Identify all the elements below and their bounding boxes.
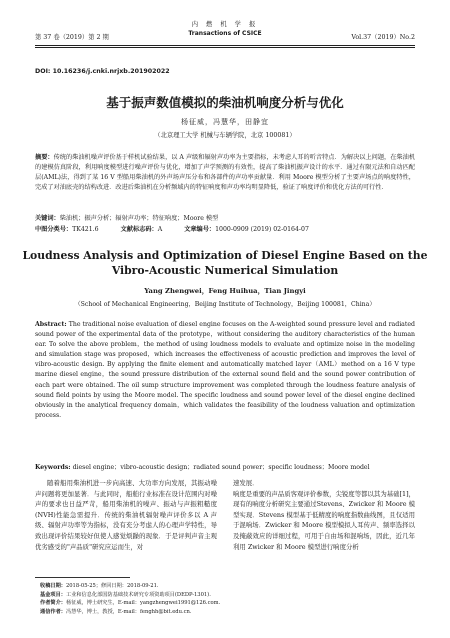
footnote-rule <box>35 577 130 578</box>
clc-number: 中图分类号：TK421.6 <box>35 226 99 233</box>
keywords-cn-text: 柴油机；振声分析；辐射声功率；特征响度；Moore 模型 <box>59 215 219 222</box>
footnote-received: 收稿日期：2018-05-25；修回日期：2018-09-21. <box>40 583 159 589</box>
title-en-line1: Loudness Analysis and Optimization of Diesel Engine Based on the <box>22 249 428 262</box>
footnote-funding: 基金项目：工业和信息化部国防基础技术研究专项资助项目(DEDP-1301). <box>40 591 211 598</box>
keywords-en-label: Keywords: <box>35 464 71 471</box>
abstract-en <box>35 320 415 421</box>
abstract-cn <box>35 153 415 193</box>
keywords-cn-label: 关键词： <box>35 215 60 222</box>
header-rule-thin <box>35 47 415 48</box>
abstract-en-text: The traditional noise evaluation of diesel engine focuses on the A-weighted sound pressure level and radiated sound power of the experimental data of the prototype，without considering the auditory characteristics of the human ear. To solve the above problem，the method of using loudness models to evaluate and optimize noise in the modeling and simulation stage was proposed，which increases the effectiveness of acoustic prediction and improves the level of vibro-acoustic design. By applying the finite element and automatically matched layer（AML）method on a 16 V type marine diesel engine，the sound pressure distribution of the external sound field and the sound power contribution of each part were obtained. The oil sump structure improvement was completed through the loudness feature analysis of sound field points by using the Moore model. The specific loudness and sound power level of the diesel engine declined obviously in the analytical frequency domain，which validates the feasibility of the loudness valuation and optimization process. <box>35 321 415 419</box>
journal-name-en: Transactions of CSICE <box>188 30 262 37</box>
body-column-left: 随着船用柴油机进一步向高速、大功率方向发展，其振动噪声问题将更加显著．与此同时，船舶行业标准在设计范围内对噪声的要求也日益严苛，船用柴油机的噪声、振动与声振粗糙度(NVH)性能急需提升．传统的柴油机辐射噪声评价多以 A 声级、辐射声功率等为指标，没有充分考虑人的心理声学特性，导致出现评价结果较好但使人感觉烦躁的现象．于是评判声音主观优劣感受的"声品质"研究应运而生，对 <box>35 479 217 551</box>
doi: DOI: 10.16236/j.cnki.nrjxb.201902022 <box>35 68 170 75</box>
header-rule <box>35 45 415 46</box>
title-cn: 基于振声数值模拟的柴油机响度分析与优化 <box>106 95 344 110</box>
title-en-line2: Vibro-Acoustic Numerical Simulation <box>111 264 339 277</box>
journal-header <box>35 10 415 50</box>
keywords-en <box>35 462 415 471</box>
affiliation-cn: （北京理工大学 机械与车辆学院，北京 100081） <box>154 132 296 139</box>
volume-issue-en: Vol.37（2019）No.2 <box>351 34 415 41</box>
keywords-en-text: diesel engine；vibro-acoustic design；radiated sound power；specific loudness；Moore model <box>72 464 370 471</box>
body-column-right: 速发展． 响度是重要的声品质客观评价参数，尖锐度等都以其为基础[1]，现有的响度分析研究主要通过Stevens、Zwicker 和 Moore 模型实现．Stevens 模型基于低精度的响度指数曲线图，且仅适用于混响场．Zwicker 和 Moore 模型模拟人耳传声、频率选择以及掩蔽效应的详细过程，可用于自由场和混响场，因此，近几年利用 Zwicker 和 Moore 模型进行响度分析 <box>233 479 415 551</box>
classification-cn <box>35 224 415 233</box>
affiliation-en: （School of Mechanical Engineering，Beijing Institute of Technology，Beijing 100081，China） <box>74 301 376 308</box>
document-code: 文献标志码：A <box>120 226 163 233</box>
authors-en: Yang Zhengwei，Feng Huihua，Tian Jingyi <box>144 287 306 295</box>
abstract-en-label: Abstract: <box>35 321 67 328</box>
abstract-cn-label: 摘要： <box>35 154 54 161</box>
footnotes <box>40 582 220 616</box>
title-en <box>0 248 450 278</box>
footnote-corresponding: 通信作者：冯慧华，博士，教授，E-mail：fenghh@bit.edu.cn. <box>40 608 192 615</box>
footnote-author-bio: 作者简介：杨征威，博士研究生，E-mail：yangzhengwei1991@126.com. <box>40 600 221 607</box>
abstract-cn-text: 传统的柴油机噪声评价基于样机试验结果，以 A 声级和辐射声功率为主要指标，未考虑人耳的听音特点．为解决以上问题，在柴油机的建模仿真阶段，利用响度模型进行噪声评价与优化，增加了声学预测的有效性，提高了柴油机振声设计的水平．通过有限元法和自动匹配层(AML)法，得到了某 16 V 型船用柴油机的外声场声压分布和各部件的声功率贡献量．利用 Moore 模型分析了主要声场点的响度特性，完成了对油底壳的结构改进．改进后柴油机在分析频域内的特征响度和声功率均明显降低，验证了响度评价和优化方法的可行性． <box>35 154 416 191</box>
volume-issue-cn: 第 37 卷（2019）第 2 期 <box>35 34 109 41</box>
authors-cn: 杨征威，冯慧华，田静宜 <box>181 118 269 126</box>
keywords-cn <box>35 213 415 222</box>
article-number: 文章编号：1000-0909 (2019) 02-0164-07 <box>184 226 309 233</box>
journal-name-cn: 内 燃 机 学 报 <box>191 21 259 28</box>
